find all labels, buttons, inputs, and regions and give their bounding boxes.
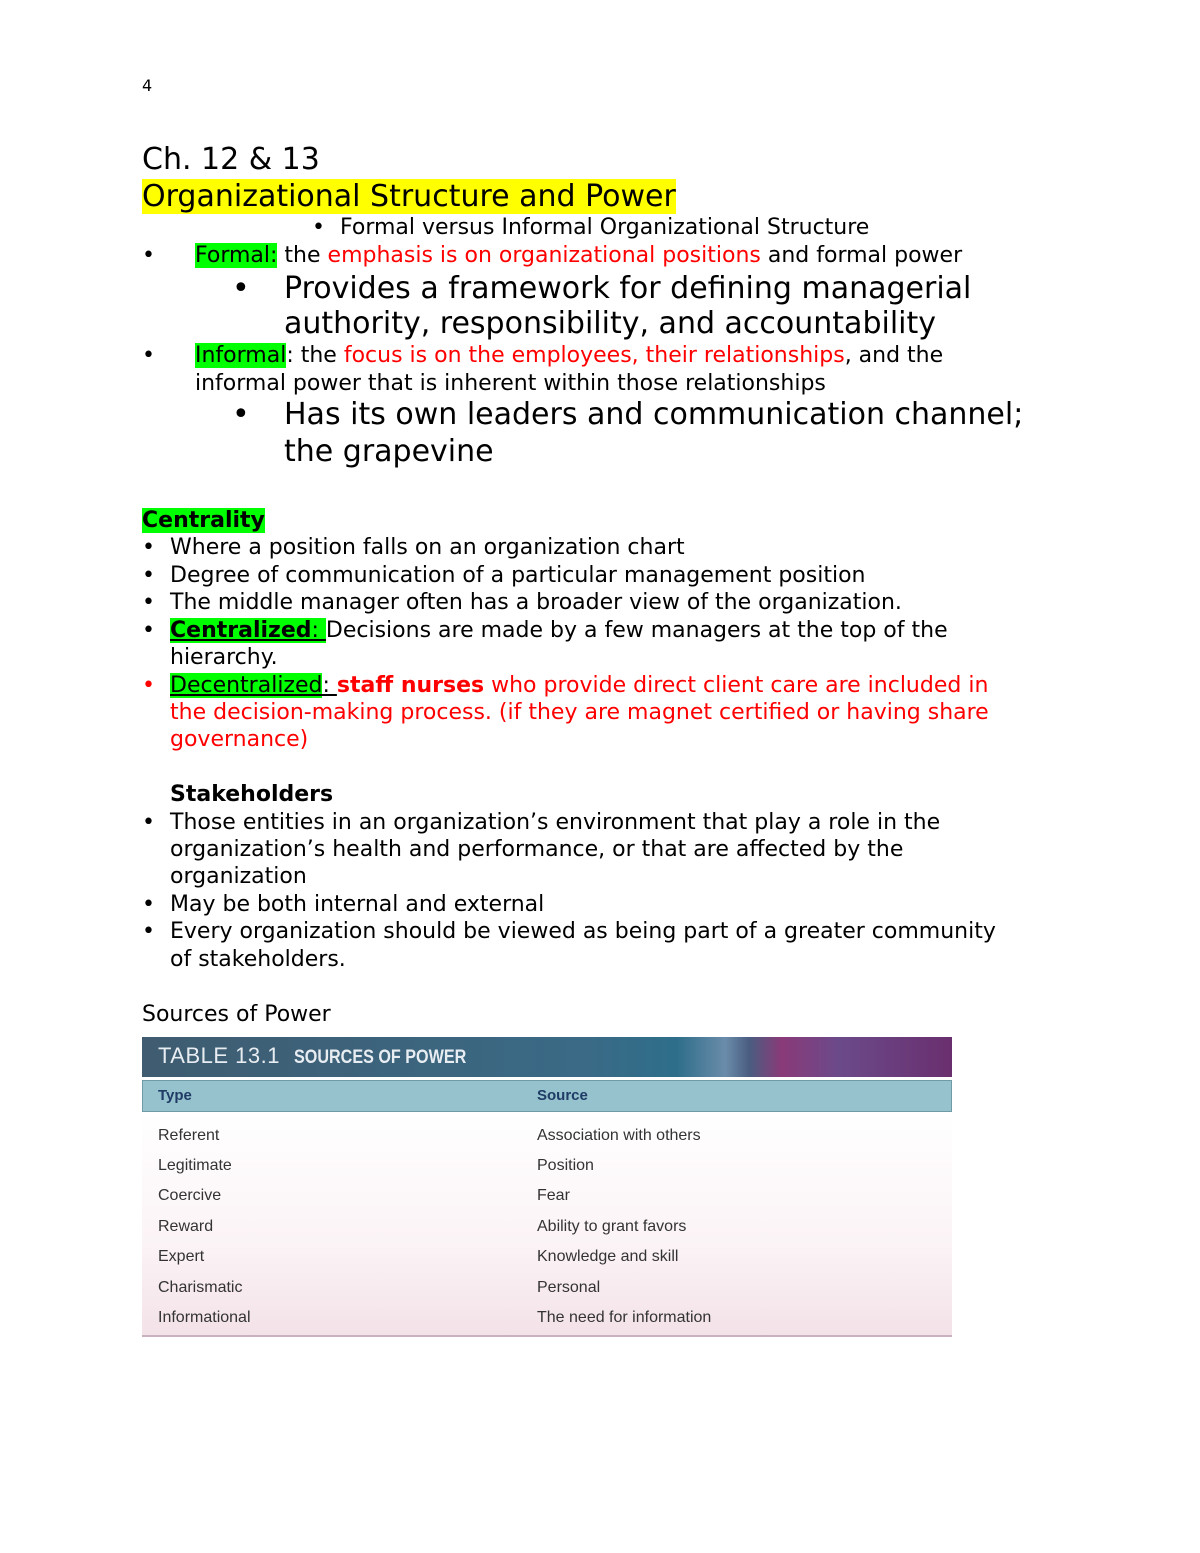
centrality-bullet-3: • <box>142 590 155 615</box>
column-header-type: Type <box>158 1087 192 1104</box>
cell-type: Reward <box>158 1218 214 1235</box>
structure-subtitle-item <box>312 215 869 240</box>
informal-label: Informal <box>195 343 287 368</box>
centralized-line2: hierarchy. <box>170 645 278 670</box>
centrality-heading <box>142 508 265 533</box>
centrality-heading-text: Centrality <box>142 508 265 533</box>
sources-of-power-table <box>142 1037 952 1337</box>
centrality-item-1: Where a position falls on an organization chart <box>170 535 685 560</box>
centralized-line1 <box>170 618 948 643</box>
decentralized-line1 <box>170 673 988 698</box>
stakeholders-bullet-1: • <box>142 810 155 835</box>
centralized-bullet: • <box>142 618 155 643</box>
cell-type: Coercive <box>158 1187 222 1204</box>
decentralized-text-1: who provide direct client care are included in <box>484 673 989 698</box>
informal-sub-line2: the grapevine <box>284 434 494 469</box>
cell-type: Expert <box>158 1248 205 1265</box>
cell-source: Fear <box>537 1187 570 1204</box>
centrality-bullet-1: • <box>142 535 155 560</box>
chapter-heading: Ch. 12 & 13 <box>142 142 320 177</box>
table-title-bar <box>142 1037 952 1077</box>
column-header-source: Source <box>537 1087 588 1104</box>
table-caption: SOURCES OF POWER <box>294 1047 467 1068</box>
page-title <box>142 179 676 214</box>
stakeholders-item-1-line2: organization’s health and performance, or that are affected by the <box>170 837 904 862</box>
formal-item <box>142 243 155 268</box>
formal-sub-line2: authority, responsibility, and accountability <box>284 306 937 341</box>
stakeholders-heading: Stakeholders <box>170 782 334 807</box>
stakeholders-bullet-3: • <box>142 919 155 944</box>
informal-pre: : the <box>286 343 344 368</box>
centralized-label: Centralized <box>170 618 312 643</box>
cell-type: Legitimate <box>158 1157 232 1174</box>
stakeholders-item-1-line1: Those entities in an organization’s environment that play a role in the <box>170 810 941 835</box>
centrality-item-3: The middle manager often has a broader view of the organization. <box>170 590 902 615</box>
formal-line <box>195 243 962 268</box>
informal-sub-line1: Has its own leaders and communication channel; <box>284 397 1024 432</box>
formal-label: Formal: <box>195 243 278 268</box>
cell-type: Charismatic <box>158 1279 243 1296</box>
page-number: 4 <box>142 76 153 95</box>
bullet: • <box>312 215 325 240</box>
table-body <box>142 1113 952 1337</box>
cell-type: Informational <box>158 1309 251 1326</box>
stakeholders-item-2: May be both internal and external <box>170 892 545 917</box>
cell-source: Association with others <box>537 1127 701 1144</box>
stakeholders-item-3-line2: of stakeholders. <box>170 947 346 972</box>
informal-bullet: • <box>142 343 155 368</box>
table-column-header <box>142 1080 952 1112</box>
stakeholders-item-1-line3: organization <box>170 864 307 889</box>
centrality-item-2: Degree of communication of a particular management position <box>170 563 866 588</box>
cell-source: Personal <box>537 1279 601 1296</box>
cell-source: Knowledge and skill <box>537 1248 679 1265</box>
informal-line2: informal power that is inherent within those relationships <box>195 371 826 396</box>
informal-focus: focus is on the employees, their relationships <box>343 343 845 368</box>
decentralized-label: Decentralized <box>170 673 323 698</box>
centralized-text: Decisions are made by a few managers at the top of the <box>325 618 948 643</box>
table-number: TABLE 13.1 <box>158 1043 280 1068</box>
formal-emphasis: emphasis is on organizational positions <box>327 243 761 268</box>
formal-post: and formal power <box>760 243 963 268</box>
cell-source: The need for information <box>537 1309 712 1326</box>
cell-source: Position <box>537 1157 594 1174</box>
decentralized-line2: the decision-making process. (if they are magnet certified or having share <box>170 700 989 725</box>
centrality-bullet-2: • <box>142 563 155 588</box>
cell-source: Ability to grant favors <box>537 1218 687 1235</box>
table-title <box>158 1043 497 1069</box>
sources-heading: Sources of Power <box>142 1002 331 1027</box>
formal-sub-bullet: • <box>232 271 250 306</box>
informal-post: , and the <box>844 343 944 368</box>
stakeholders-item-3-line1: Every organization should be viewed as being part of a greater community <box>170 919 996 944</box>
structure-subtitle: Formal versus Informal Organizational Structure <box>339 215 870 240</box>
decentralized-bold: staff nurses <box>336 673 485 698</box>
page-title-text: Organizational Structure and Power <box>142 179 676 214</box>
stakeholders-bullet-2: • <box>142 892 155 917</box>
cell-type: Referent <box>158 1127 220 1144</box>
decentralized-line3: governance) <box>170 727 309 752</box>
decentralized-colon: : <box>322 673 337 698</box>
informal-line <box>195 343 943 368</box>
decentralized-bullet: • <box>142 673 155 698</box>
formal-sub-line1: Provides a framework for defining managerial <box>284 271 972 306</box>
bullet: • <box>142 243 155 268</box>
formal-pre: the <box>277 243 328 268</box>
centralized-colon: : <box>311 618 326 643</box>
informal-sub-bullet: • <box>232 397 250 432</box>
